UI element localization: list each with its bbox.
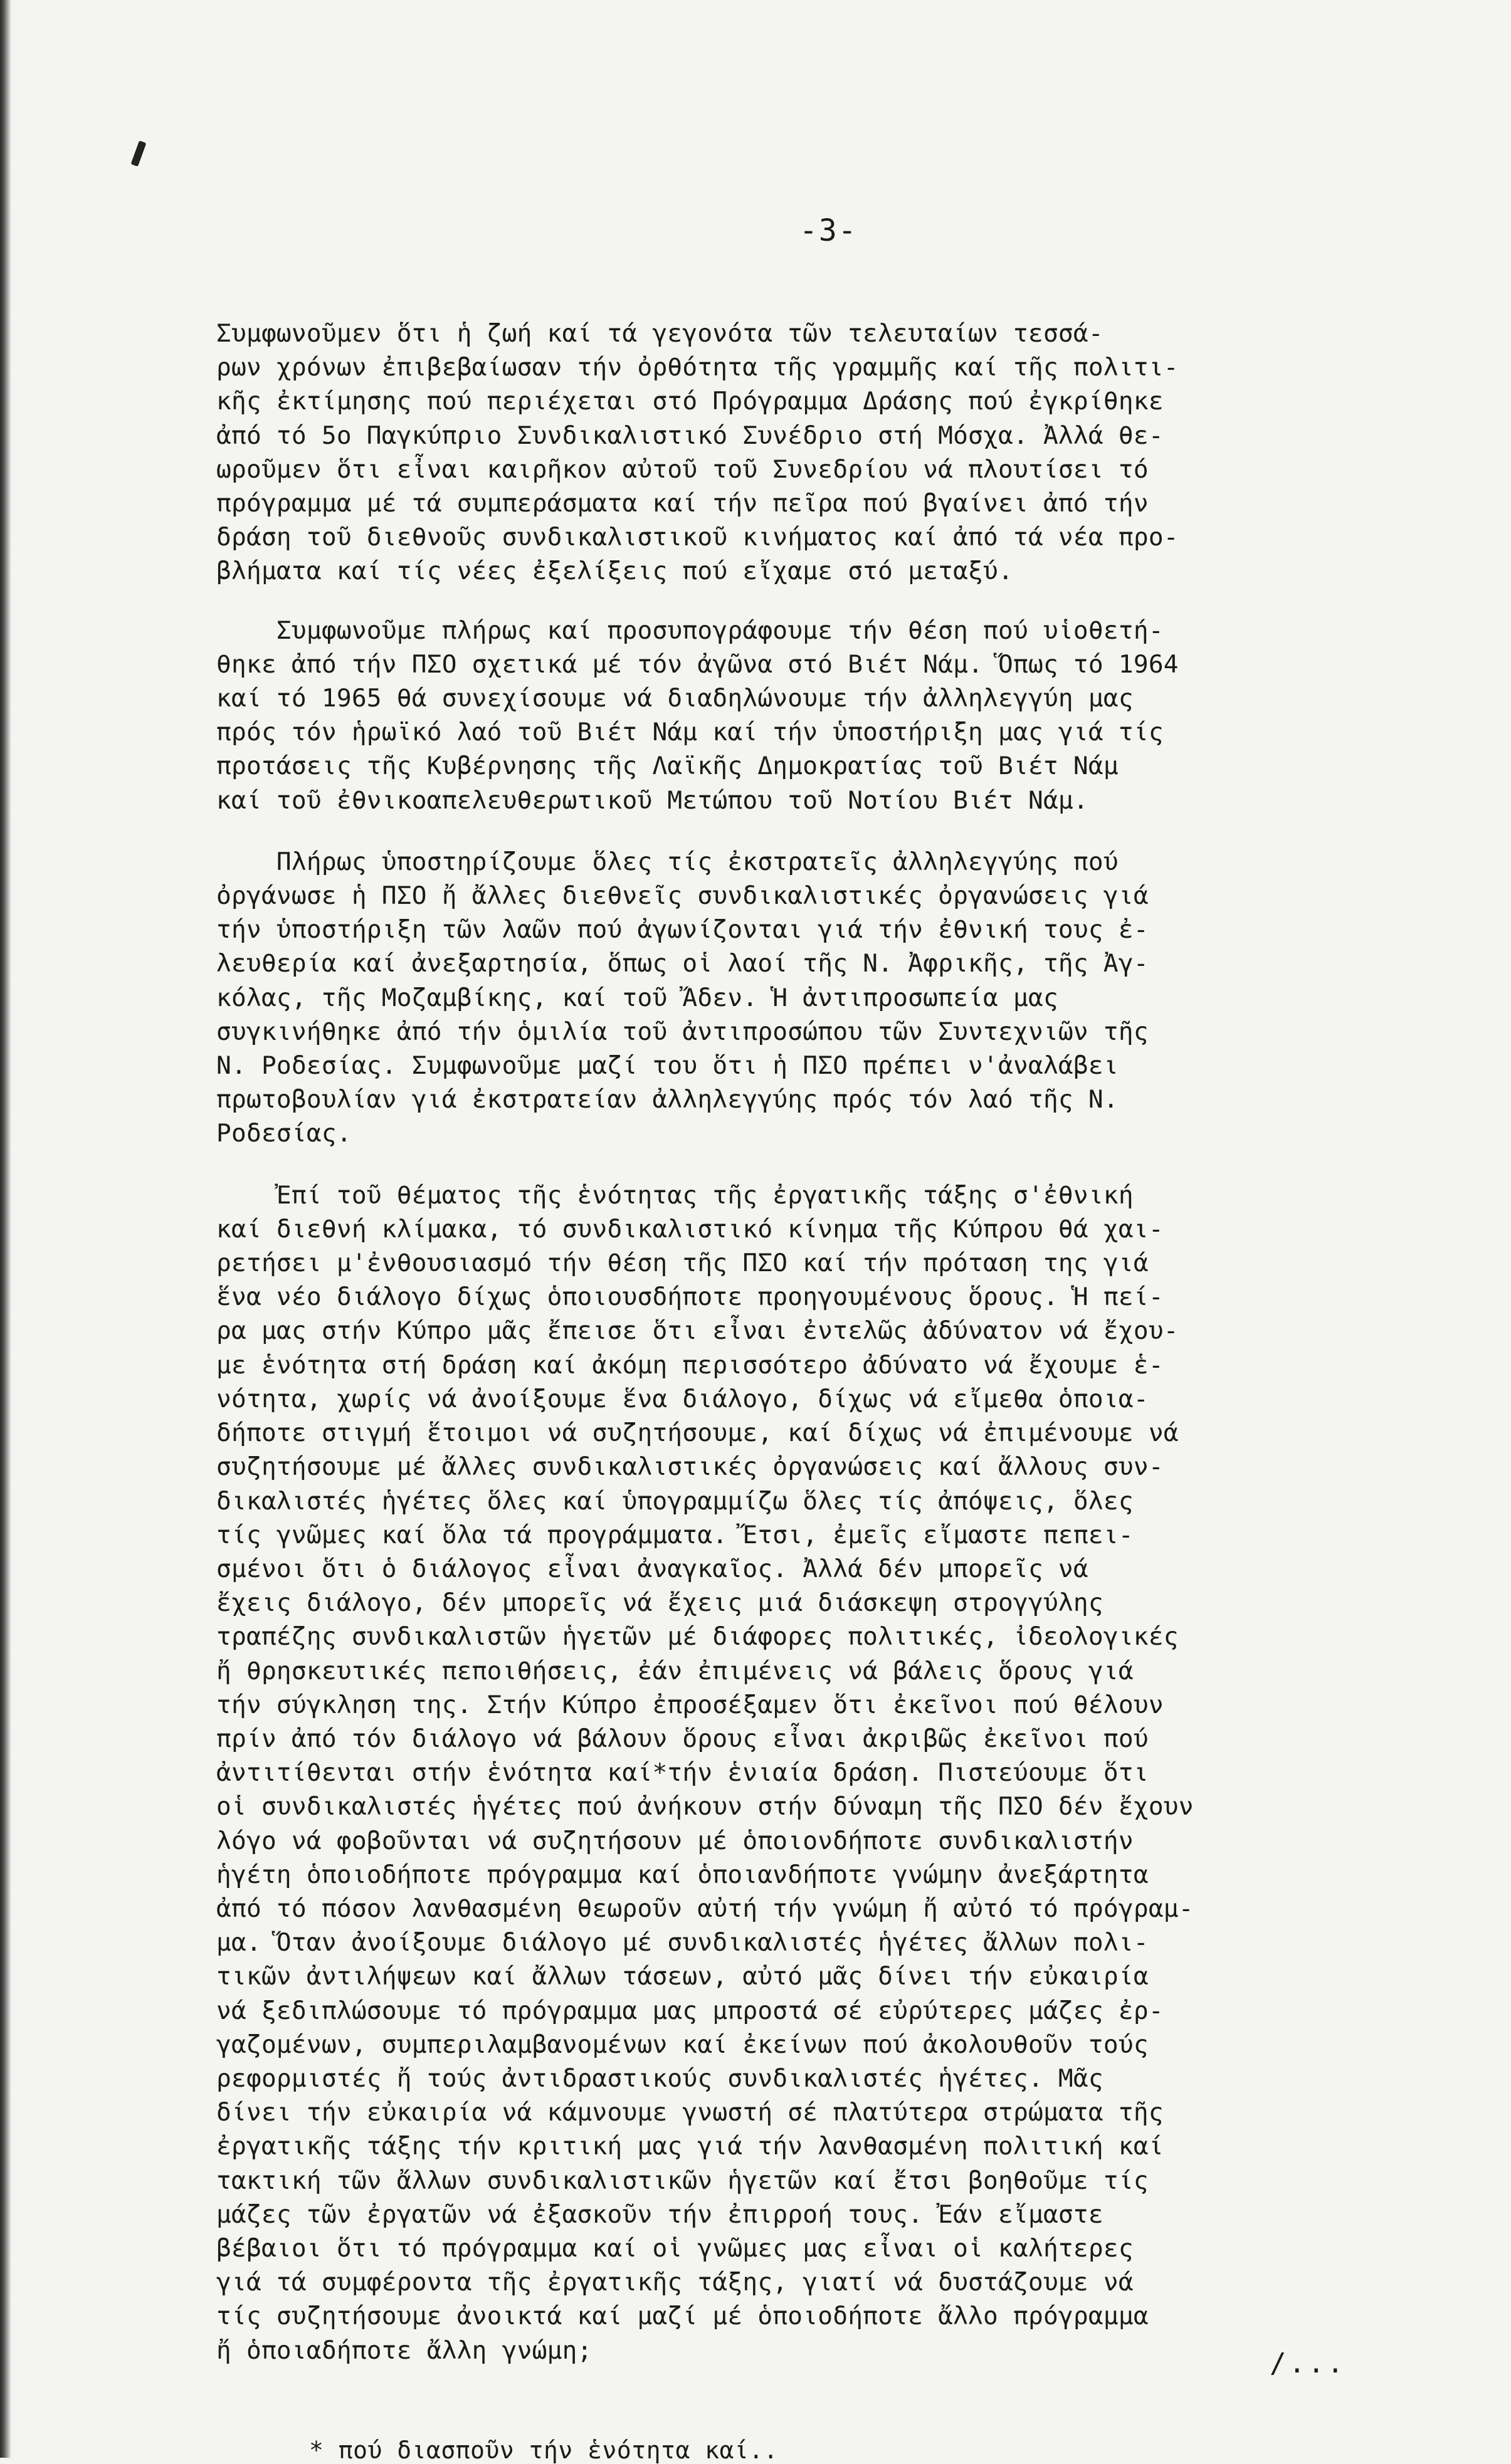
scan-left-edge <box>0 0 11 2458</box>
paragraph-4: Ἐπί τοῦ θέματος τῆς ἑνότητας τῆς ἐργατικῆς τάξης σ'ἐθνική καί διεθνή κλίμακα, τό συνδικαλιστικό κίνημα τῆς Κύπρου θά χαι- ρετήσει μ'ἐνθουσιασμό τήν θέση τῆς ΠΣΟ καί τήν πρόταση της γιά ἕνα νέο διάλογο δίχως ὁποιουσδήποτε προηγουμένους ὅρους. Ἡ πεί- ρα μας στήν Κύπρο μᾶς ἔπεισε ὅτι εἶναι ἐντελῶς ἀδύνατον νά ἔχου- με ἑνότητα στή δράση καί ἀκόμη περισσότερο ἀδύνατο νά ἔχουμε ἑ- νότητα, χωρίς νά ἀνοίξουμε ἕνα διάλογο, δίχως νά εἴμεθα ὁποια- δήποτε στιγμή ἕτοιμοι νά συζητήσουμε, καί δίχως νά ἐπιμένουμε νά συζητήσουμε μέ ἄλλες συνδικαλιστικές ὀργανώσεις καί ἄλλους συν- δικαλιστές ἡγέτες ὅλες καί ὑπογραμμίζω ὅλες τίς ἀπόψεις, ὅλες τίς γνῶμες καί ὅλα τά προγράμματα. Ἔτσι, ἐμεῖς εἴμαστε πεπει- σμένοι ὅτι ὁ διάλογος εἶναι ἀναγκαῖος. Ἀλλά δέν μπορεῖς νά ἔχεις διάλογο, δέν μπορεῖς νά ἔχεις μιά διάσκεψη στρογγύλης τραπέζης συνδικαλιστῶν ἡγετῶν μέ διάφορες πολιτικές, ἰδεολογικές ἤ θρησκευτικές πεποιθήσεις, ἐάν ἐπιμένεις νά βάλεις ὅρους γιά τήν σύγκληση της. Στήν Κύπρο ἐπροσέξαμεν ὅτι ἐκεῖνοι πού θέλουν πρίν ἀπό τόν διάλογο νά βάλουν ὅρους εἶναι ἀκριβῶς ἐκεῖνοι πού ἀντιτίθενται στήν ἑνότητα καί*τήν ἑνιαία δράση. Πιστεύουμε ὅτι οἱ συνδικαλιστές ἡγέτες πού ἀνήκουν στήν δύναμη τῆς ΠΣΟ δέν ἔχουν λόγο νά φοβοῦνται νά συζητήσουν μέ ὁποιονδήποτε συνδικαλιστήν ἡγέτη ὁποιοδήποτε πρόγραμμα καί ὁποιανδήποτε γνώμην ἀνεξάρτητα ἀπό τό πόσον λανθασμένη θεωροῦν αὐτή τήν γνώμη ἤ αὐτό τό πρόγραμ- μα. Ὅταν ἀνοίξουμε διάλογο μέ συνδικαλιστές ἡγέτες ἄλλων πολι- τικῶν ἀντιλήψεων καί ἄλλων τάσεων, αὐτό μᾶς δίνει τήν εὐκαιρία νά ξεδιπλώσουμε τό πρόγραμμα μας μπροστά σέ εὐρύτερες μάζες ἐρ- γαζομένων, συμπεριλαμβανομένων καί ἐκείνων πού ἀκολουθοῦν τούς ρεφορμιστές ἤ τούς ἀντιδραστικούς συνδικαλιστές ἡγέτες. Μᾶς δίνει τήν εὐκαιρία νά κάμνουμε γνωστή σέ πλατύτερα στρώματα τῆς ἐργατικῆς τάξης τήν κριτική μας γιά τήν λανθασμένη πολιτική καί τακτική τῶν ἄλλων συνδικαλιστικῶν ἡγετῶν καί ἔτσι βοηθοῦμε τίς μάζες τῶν ἐργατῶν νά ἐξασκοῦν τήν ἐπιρροή τους. Ἐάν εἴμαστε βέβαιοι ὅτι τό πρόγραμμα καί οἱ γνῶμες μας εἶναι οἱ καλήτερες γιά τά συμφέροντα τῆς ἐργατικῆς τάξης, γιατί νά δυστάζουμε νά τίς συζητήσουμε ἀνοικτά καί μαζί μέ ὁποιοδήποτε ἄλλο πρόγραμμα ἤ ὁποιαδήποτε ἄλλη γνώμη; <box>216 1180 1194 2365</box>
document-body <box>216 317 1470 2395</box>
footnote: * πού διασποῦν τήν ἑνότητα καί.. <box>309 2436 779 2464</box>
paragraph-3: Πλήρως ὑποστηρίζουμε ὅλες τίς ἐκστρατεῖς ἀλληλεγγύης πού ὀργάνωσε ἡ ΠΣΟ ἤ ἄλλες διεθνεῖς συνδικαλιστικές ὀργανώσεις γιά τήν ὑποστήριξη τῶν λαῶν πού ἀγωνίζονται γιά τήν ἐθνική τους ἐ- λευθερία καί ἀνεξαρτησία, ὅπως οἱ λαοί τῆς Ν. Ἀφρικῆς, τῆς Ἀγ- κόλας, τῆς Μοζαμβίκης, καί τοῦ Ἄδεν. Ἡ ἀντιπροσωπεία μας συγκινήθηκε ἀπό τήν ὁμιλία τοῦ ἀντιπροσώπου τῶν Συντεχνιῶν τῆς Ν. Ροδεσίας. Συμφωνοῦμε μαζί του ὅτι ἡ ΠΣΟ πρέπει ν'ἀναλάβει πρωτοβουλίαν γιά ἐκστρατείαν ἀλληλεγγύης πρός τόν λαό τῆς Ν. Ροδεσίας. <box>216 847 1149 1148</box>
paragraph-2: Συμφωνοῦμε πλήρως καί προσυπογράφουμε τήν θέση πού υἱοθετή- θηκε ἀπό τήν ΠΣΟ σχετικά μέ τόν ἀγῶνα στό Βιέτ Νάμ. Ὅπως τό 1964 καί τό 1965 θά συνεχίσουμε νά διαδηλώνουμε τήν ἀλληλεγγύη μας πρός τόν ἡρωϊκό λαό τοῦ Βιέτ Νάμ καί τήν ὑποστήριξη μας γιά τίς προτάσεις τῆς Κυβέρνησης τῆς Λαϊκῆς Δημοκρατίας τοῦ Βιέτ Νάμ καί τοῦ ἐθνικοαπελευθερωτικοῦ Μετώπου τοῦ Νοτίου Βιέτ Νάμ. <box>216 616 1179 815</box>
page-number: -3- <box>799 213 858 248</box>
continuation-mark: /... <box>1270 2347 1346 2379</box>
paragraph-1: Συμφωνοῦμεν ὅτι ἡ ζωή καί τά γεγονότα τῶν τελευταίων τεσσά- ρων χρόνων ἐπιβεβαίωσαν τήν ὀρθότητα τῆς γραμμῆς καί τῆς πολιτι- κῆς ἐκτίμησης πού περιέχεται στό Πρόγραμμα Δράσης πού ἐγκρίθηκε ἀπό τό 5ο Παγκύπριο Συνδικαλιστικό Συνέδριο στή Μόσχα. Ἀλλά θε- ωροῦμεν ὅτι εἶναι καιρῆκον αὐτοῦ τοῦ Συνεδρίου νά πλουτίσει τό πρόγραμμα μέ τά συμπεράσματα καί τήν πεῖρα πού βγαίνει ἀπό τήν δράση τοῦ διεθνοῦς συνδικαλιστικοῦ κινήματος καί ἀπό τά νέα προ- βλήματα καί τίς νέες ἐξελίξεις πού εἴχαμε στό μεταξύ. <box>216 319 1179 586</box>
scan-punch-mark <box>131 140 147 167</box>
